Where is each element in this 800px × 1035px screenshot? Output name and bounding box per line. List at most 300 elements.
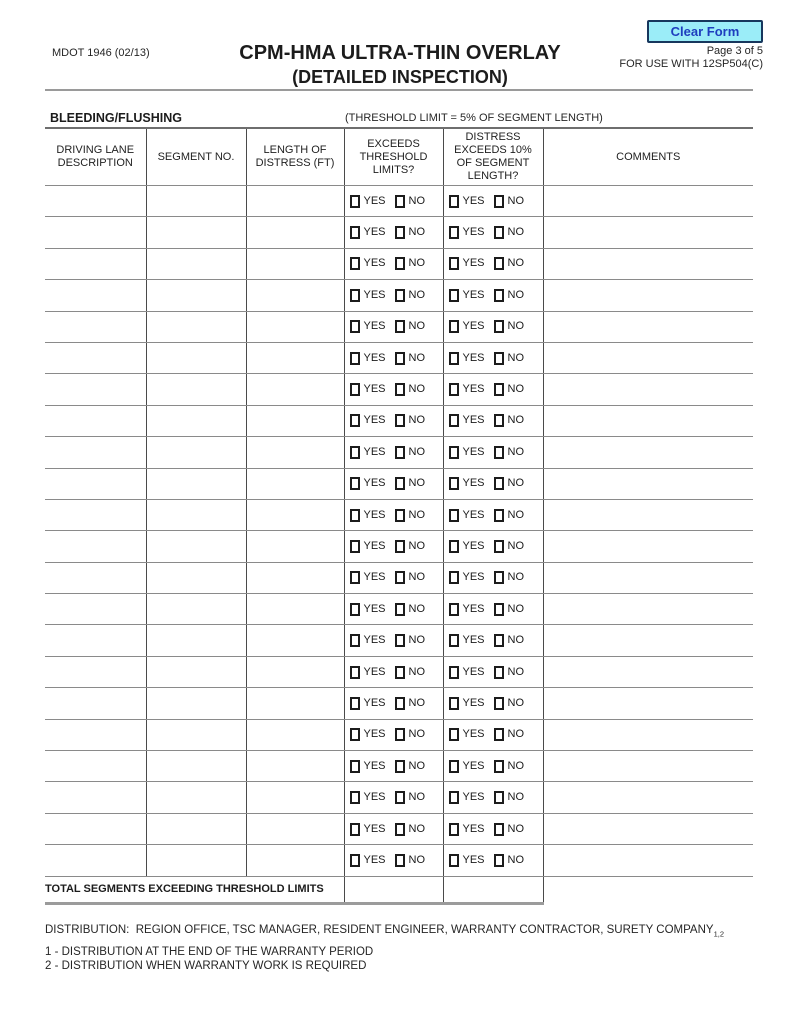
driving-lane-cell[interactable] (45, 845, 146, 876)
no-checkbox[interactable] (395, 540, 405, 553)
segment-no-cell[interactable] (146, 845, 246, 876)
no-checkbox[interactable] (395, 257, 405, 270)
comments-cell[interactable] (543, 280, 753, 311)
no-checkbox[interactable] (494, 823, 504, 836)
comments-cell[interactable] (543, 342, 753, 373)
table-row (45, 405, 753, 436)
yes-checkbox[interactable] (350, 791, 360, 804)
no-checkbox[interactable] (395, 320, 405, 333)
yes-checkbox[interactable] (449, 571, 459, 584)
exceeds-threshold-cell (344, 656, 443, 687)
distribution-text: DISTRIBUTION: REGION OFFICE, TSC MANAGER, RESIDENT ENGINEER, WARRANTY CONTRACTOR, SURETY COMPANY (45, 924, 714, 936)
comments-cell[interactable] (543, 751, 753, 782)
distress-10pct-cell (443, 782, 543, 813)
comments-cell[interactable] (543, 719, 753, 750)
distribution-line (45, 924, 724, 938)
comments-cell[interactable] (543, 374, 753, 405)
length-of-distress-cell[interactable] (246, 531, 344, 562)
no-checkbox[interactable] (395, 666, 405, 679)
table-row (45, 437, 753, 468)
no-checkbox[interactable] (395, 634, 405, 647)
no-label: NO (507, 226, 525, 239)
col-header-driving-lane: DRIVING LANE DESCRIPTION (45, 128, 146, 186)
yes-checkbox[interactable] (449, 728, 459, 741)
no-checkbox[interactable] (494, 352, 504, 365)
yes-checkbox[interactable] (449, 477, 459, 490)
yes-checkbox[interactable] (449, 791, 459, 804)
yes-label: YES (363, 257, 386, 270)
yes-checkbox[interactable] (350, 477, 360, 490)
no-checkbox[interactable] (395, 477, 405, 490)
driving-lane-cell[interactable] (45, 499, 146, 530)
yes-no-group (444, 571, 543, 584)
yes-checkbox[interactable] (449, 320, 459, 333)
table-row (45, 499, 753, 530)
driving-lane-cell[interactable] (45, 405, 146, 436)
distress-10pct-cell (443, 719, 543, 750)
no-checkbox[interactable] (395, 697, 405, 710)
yes-checkbox[interactable] (449, 666, 459, 679)
yes-label: YES (462, 288, 485, 301)
no-checkbox[interactable] (494, 854, 504, 867)
no-checkbox[interactable] (395, 603, 405, 616)
no-label: NO (507, 602, 525, 615)
exceeds-threshold-cell (344, 531, 443, 562)
total-distress-10pct-cell[interactable] (443, 876, 543, 903)
yes-label: YES (363, 414, 386, 427)
distress-10pct-cell (443, 845, 543, 876)
page-info (619, 45, 763, 71)
length-of-distress-cell[interactable] (246, 311, 344, 342)
driving-lane-cell[interactable] (45, 248, 146, 279)
yes-label: YES (363, 665, 386, 678)
yes-checkbox[interactable] (449, 823, 459, 836)
yes-checkbox[interactable] (350, 289, 360, 302)
yes-label: YES (363, 383, 386, 396)
no-label: NO (507, 853, 525, 866)
total-exceeds-threshold-cell[interactable] (344, 876, 443, 903)
no-label: NO (507, 477, 525, 490)
no-label: NO (408, 759, 426, 772)
exceeds-threshold-cell (344, 374, 443, 405)
yes-checkbox[interactable] (449, 634, 459, 647)
distress-10pct-cell (443, 468, 543, 499)
distress-10pct-cell (443, 625, 543, 656)
no-checkbox[interactable] (395, 383, 405, 396)
no-checkbox[interactable] (494, 760, 504, 773)
yes-checkbox[interactable] (350, 760, 360, 773)
length-of-distress-cell[interactable] (246, 688, 344, 719)
segment-no-cell[interactable] (146, 280, 246, 311)
length-of-distress-cell[interactable] (246, 280, 344, 311)
yes-no-group (444, 854, 543, 867)
yes-no-group (444, 414, 543, 427)
yes-no-group (444, 352, 543, 365)
header-row (45, 128, 753, 186)
yes-no-group (345, 383, 443, 396)
table-row (45, 813, 753, 844)
yes-label: YES (462, 791, 485, 804)
yes-no-group (444, 697, 543, 710)
yes-no-group (345, 414, 443, 427)
yes-checkbox[interactable] (350, 697, 360, 710)
no-label: NO (507, 759, 525, 772)
yes-checkbox[interactable] (350, 446, 360, 459)
exceeds-threshold-cell (344, 499, 443, 530)
yes-checkbox[interactable] (350, 603, 360, 616)
no-checkbox[interactable] (395, 509, 405, 522)
table-row (45, 656, 753, 687)
total-row (45, 876, 753, 903)
table-row (45, 751, 753, 782)
no-checkbox[interactable] (395, 791, 405, 804)
yes-label: YES (462, 759, 485, 772)
no-checkbox[interactable] (494, 477, 504, 490)
driving-lane-cell[interactable] (45, 437, 146, 468)
yes-label: YES (462, 696, 485, 709)
yes-checkbox[interactable] (449, 383, 459, 396)
table-row (45, 468, 753, 499)
yes-no-group (444, 666, 543, 679)
comments-cell[interactable] (543, 499, 753, 530)
no-checkbox[interactable] (494, 414, 504, 427)
no-checkbox[interactable] (395, 226, 405, 239)
no-label: NO (408, 320, 426, 333)
length-of-distress-cell[interactable] (246, 405, 344, 436)
segment-no-cell[interactable] (146, 656, 246, 687)
yes-checkbox[interactable] (350, 728, 360, 741)
no-label: NO (408, 696, 426, 709)
segment-no-cell[interactable] (146, 342, 246, 373)
driving-lane-cell[interactable] (45, 562, 146, 593)
yes-label: YES (462, 508, 485, 521)
table-row (45, 311, 753, 342)
no-checkbox[interactable] (494, 634, 504, 647)
yes-label: YES (363, 696, 386, 709)
yes-checkbox[interactable] (449, 697, 459, 710)
no-checkbox[interactable] (494, 728, 504, 741)
yes-label: YES (363, 288, 386, 301)
yes-label: YES (363, 853, 386, 866)
distribution-subscript: 1,2 (713, 929, 724, 939)
header-divider (45, 89, 753, 91)
no-label: NO (507, 539, 525, 552)
yes-checkbox[interactable] (350, 540, 360, 553)
length-of-distress-cell[interactable] (246, 342, 344, 373)
table-row (45, 280, 753, 311)
yes-no-group (345, 540, 443, 553)
col-header-comments: COMMENTS (543, 128, 753, 186)
yes-no-group (444, 477, 543, 490)
table-row (45, 782, 753, 813)
distress-10pct-cell (443, 562, 543, 593)
comments-cell[interactable] (543, 625, 753, 656)
no-label: NO (507, 728, 525, 741)
driving-lane-cell[interactable] (45, 531, 146, 562)
segment-no-cell[interactable] (146, 751, 246, 782)
no-label: NO (507, 571, 525, 584)
no-checkbox[interactable] (494, 226, 504, 239)
yes-label: YES (363, 508, 386, 521)
length-of-distress-cell[interactable] (246, 625, 344, 656)
segment-no-cell[interactable] (146, 562, 246, 593)
no-checkbox[interactable] (395, 854, 405, 867)
segment-no-cell[interactable] (146, 813, 246, 844)
distress-10pct-cell (443, 374, 543, 405)
table-row (45, 186, 753, 217)
yes-checkbox[interactable] (449, 540, 459, 553)
comments-cell[interactable] (543, 437, 753, 468)
title-block (150, 42, 650, 88)
yes-checkbox[interactable] (350, 195, 360, 208)
no-checkbox[interactable] (395, 760, 405, 773)
yes-label: YES (462, 445, 485, 458)
col-header-distress-exceeds-10pct: DISTRESS EXCEEDS 10% OF SEGMENT LENGTH? (443, 128, 543, 186)
yes-label: YES (363, 759, 386, 772)
segment-no-cell[interactable] (146, 531, 246, 562)
driving-lane-cell[interactable] (45, 468, 146, 499)
yes-label: YES (363, 539, 386, 552)
length-of-distress-cell[interactable] (246, 186, 344, 217)
page-subtitle: (DETAILED INSPECTION) (292, 67, 508, 87)
exceeds-threshold-cell (344, 186, 443, 217)
driving-lane-cell[interactable] (45, 656, 146, 687)
yes-label: YES (462, 257, 485, 270)
segment-no-cell[interactable] (146, 437, 246, 468)
exceeds-threshold-cell (344, 437, 443, 468)
no-checkbox[interactable] (395, 571, 405, 584)
yes-checkbox[interactable] (449, 226, 459, 239)
no-label: NO (507, 822, 525, 835)
exceeds-threshold-cell (344, 342, 443, 373)
length-of-distress-cell[interactable] (246, 437, 344, 468)
yes-checkbox[interactable] (350, 226, 360, 239)
length-of-distress-cell[interactable] (246, 468, 344, 499)
length-of-distress-cell[interactable] (246, 374, 344, 405)
total-comments-spacer (543, 876, 753, 903)
no-checkbox[interactable] (494, 540, 504, 553)
no-checkbox[interactable] (494, 383, 504, 396)
clear-form-button[interactable]: Clear Form (647, 20, 763, 43)
segment-no-cell[interactable] (146, 468, 246, 499)
yes-label: YES (462, 853, 485, 866)
page-number: Page 3 of 5 (706, 45, 763, 57)
no-label: NO (507, 383, 525, 396)
yes-checkbox[interactable] (350, 383, 360, 396)
driving-lane-cell[interactable] (45, 280, 146, 311)
driving-lane-cell[interactable] (45, 782, 146, 813)
yes-label: YES (462, 194, 485, 207)
yes-no-group (345, 257, 443, 270)
length-of-distress-cell[interactable] (246, 217, 344, 248)
driving-lane-cell[interactable] (45, 342, 146, 373)
distress-10pct-cell (443, 531, 543, 562)
yes-checkbox[interactable] (449, 446, 459, 459)
yes-checkbox[interactable] (449, 414, 459, 427)
no-checkbox[interactable] (494, 195, 504, 208)
threshold-note: (THRESHOLD LIMIT = 5% OF SEGMENT LENGTH) (345, 112, 603, 124)
length-of-distress-cell[interactable] (246, 719, 344, 750)
yes-no-group (444, 760, 543, 773)
segment-no-cell[interactable] (146, 688, 246, 719)
comments-cell[interactable] (543, 688, 753, 719)
comments-cell[interactable] (543, 656, 753, 687)
no-checkbox[interactable] (395, 446, 405, 459)
comments-cell[interactable] (543, 186, 753, 217)
segment-no-cell[interactable] (146, 625, 246, 656)
comments-cell[interactable] (543, 594, 753, 625)
no-checkbox[interactable] (494, 320, 504, 333)
driving-lane-cell[interactable] (45, 374, 146, 405)
length-of-distress-cell[interactable] (246, 813, 344, 844)
no-checkbox[interactable] (395, 414, 405, 427)
yes-label: YES (462, 728, 485, 741)
distress-10pct-cell (443, 499, 543, 530)
yes-checkbox[interactable] (350, 257, 360, 270)
yes-no-group (345, 571, 443, 584)
distress-10pct-cell (443, 688, 543, 719)
yes-checkbox[interactable] (449, 289, 459, 302)
exceeds-threshold-cell (344, 248, 443, 279)
driving-lane-cell[interactable] (45, 625, 146, 656)
no-checkbox[interactable] (494, 791, 504, 804)
length-of-distress-cell[interactable] (246, 248, 344, 279)
table-row (45, 562, 753, 593)
no-checkbox[interactable] (494, 289, 504, 302)
segment-no-cell[interactable] (146, 374, 246, 405)
no-checkbox[interactable] (395, 823, 405, 836)
segment-no-cell[interactable] (146, 311, 246, 342)
comments-cell[interactable] (543, 782, 753, 813)
yes-no-group (444, 634, 543, 647)
form-number: MDOT 1946 (02/13) (52, 47, 150, 59)
yes-checkbox[interactable] (449, 509, 459, 522)
table-row (45, 531, 753, 562)
no-checkbox[interactable] (494, 571, 504, 584)
yes-checkbox[interactable] (350, 666, 360, 679)
yes-checkbox[interactable] (350, 823, 360, 836)
length-of-distress-cell[interactable] (246, 782, 344, 813)
segment-no-cell[interactable] (146, 782, 246, 813)
no-label: NO (408, 791, 426, 804)
yes-no-group (444, 791, 543, 804)
yes-checkbox[interactable] (449, 257, 459, 270)
no-label: NO (408, 194, 426, 207)
no-label: NO (507, 194, 525, 207)
table-row (45, 217, 753, 248)
yes-checkbox[interactable] (449, 352, 459, 365)
no-label: NO (408, 634, 426, 647)
segment-no-cell[interactable] (146, 217, 246, 248)
yes-checkbox[interactable] (449, 195, 459, 208)
table-row (45, 625, 753, 656)
yes-label: YES (363, 351, 386, 364)
no-checkbox[interactable] (494, 603, 504, 616)
length-of-distress-cell[interactable] (246, 594, 344, 625)
segment-no-cell[interactable] (146, 719, 246, 750)
table-row (45, 719, 753, 750)
segment-no-cell[interactable] (146, 186, 246, 217)
comments-cell[interactable] (543, 405, 753, 436)
yes-checkbox[interactable] (449, 854, 459, 867)
comments-cell[interactable] (543, 562, 753, 593)
no-checkbox[interactable] (494, 257, 504, 270)
segment-no-cell[interactable] (146, 248, 246, 279)
driving-lane-cell[interactable] (45, 813, 146, 844)
yes-no-group (345, 634, 443, 647)
distress-10pct-cell (443, 280, 543, 311)
distress-10pct-cell (443, 248, 543, 279)
comments-cell[interactable] (543, 217, 753, 248)
yes-checkbox[interactable] (350, 634, 360, 647)
driving-lane-cell[interactable] (45, 594, 146, 625)
section-title: BLEEDING/FLUSHING (50, 111, 182, 125)
no-checkbox[interactable] (395, 728, 405, 741)
yes-no-group (345, 603, 443, 616)
distress-10pct-cell (443, 342, 543, 373)
yes-no-group (444, 446, 543, 459)
length-of-distress-cell[interactable] (246, 562, 344, 593)
comments-cell[interactable] (543, 813, 753, 844)
driving-lane-cell[interactable] (45, 186, 146, 217)
exceeds-threshold-cell (344, 468, 443, 499)
table-row (45, 374, 753, 405)
length-of-distress-cell[interactable] (246, 845, 344, 876)
yes-checkbox[interactable] (350, 571, 360, 584)
driving-lane-cell[interactable] (45, 719, 146, 750)
segment-no-cell[interactable] (146, 594, 246, 625)
length-of-distress-cell[interactable] (246, 751, 344, 782)
driving-lane-cell[interactable] (45, 751, 146, 782)
comments-cell[interactable] (543, 468, 753, 499)
no-checkbox[interactable] (395, 289, 405, 302)
table-row (45, 845, 753, 876)
yes-label: YES (363, 226, 386, 239)
yes-checkbox[interactable] (350, 352, 360, 365)
no-checkbox[interactable] (494, 697, 504, 710)
length-of-distress-cell[interactable] (246, 656, 344, 687)
segment-no-cell[interactable] (146, 499, 246, 530)
no-label: NO (408, 226, 426, 239)
length-of-distress-cell[interactable] (246, 499, 344, 530)
no-checkbox[interactable] (395, 195, 405, 208)
no-checkbox[interactable] (494, 509, 504, 522)
yes-checkbox[interactable] (350, 320, 360, 333)
yes-checkbox[interactable] (350, 854, 360, 867)
col-header-length-of-distress: LENGTH OF DISTRESS (FT) (246, 128, 344, 186)
exceeds-threshold-cell (344, 625, 443, 656)
yes-checkbox[interactable] (350, 509, 360, 522)
no-label: NO (408, 383, 426, 396)
yes-checkbox[interactable] (449, 603, 459, 616)
comments-cell[interactable] (543, 311, 753, 342)
no-checkbox[interactable] (395, 352, 405, 365)
exceeds-threshold-cell (344, 594, 443, 625)
no-checkbox[interactable] (494, 446, 504, 459)
driving-lane-cell[interactable] (45, 217, 146, 248)
yes-checkbox[interactable] (350, 414, 360, 427)
comments-cell[interactable] (543, 845, 753, 876)
comments-cell[interactable] (543, 531, 753, 562)
comments-cell[interactable] (543, 248, 753, 279)
driving-lane-cell[interactable] (45, 688, 146, 719)
segment-no-cell[interactable] (146, 405, 246, 436)
driving-lane-cell[interactable] (45, 311, 146, 342)
yes-checkbox[interactable] (449, 760, 459, 773)
table-row (45, 688, 753, 719)
yes-no-group (345, 760, 443, 773)
no-checkbox[interactable] (494, 666, 504, 679)
